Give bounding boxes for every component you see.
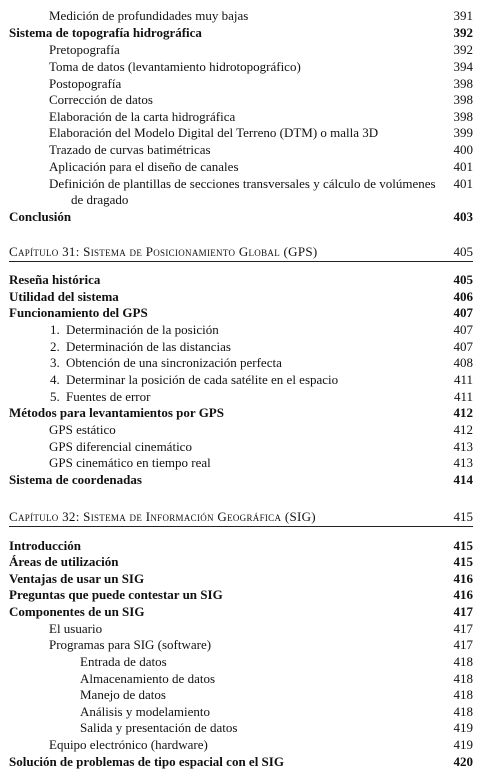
toc-entry: Toma de datos (levantamiento hidrotopográfico) 394 — [49, 59, 473, 74]
toc-subentry: Almacenamiento de datos 418 — [80, 671, 473, 686]
toc-heading: Sistema de coordenadas 414 — [9, 472, 473, 487]
toc-heading: Componentes de un SIG 417 — [9, 604, 473, 619]
toc-entry: Pretopografía 392 — [49, 42, 473, 57]
toc-entry: Trazado de curvas batimétricas 400 — [49, 142, 473, 157]
toc-entry: Elaboración de la carta hidrográfica 398 — [49, 109, 473, 124]
toc-numbered-entry: 1. Determinación de la posición 407 — [50, 322, 473, 337]
toc-entry: Corrección de datos 398 — [49, 92, 473, 107]
toc-entry: El usuario 417 — [49, 621, 473, 636]
toc-entry: Medición de profundidades muy bajas 391 — [49, 8, 473, 23]
toc-subentry: Entrada de datos 418 — [80, 654, 473, 669]
toc-numbered-entry: 5. Fuentes de error 411 — [50, 389, 473, 404]
toc-entry: GPS estático 412 — [49, 422, 473, 437]
toc-subentry: Manejo de datos 418 — [80, 687, 473, 702]
chapter-rule — [9, 526, 473, 527]
toc-subentry: Salida y presentación de datos 419 — [80, 720, 473, 735]
toc-subentry: Análisis y modelamiento 418 — [80, 704, 473, 719]
toc-entry: Equipo electrónico (hardware) 419 — [49, 737, 473, 752]
toc-heading: Ventajas de usar un SIG 416 — [9, 571, 473, 586]
toc-heading: Métodos para levantamientos por GPS 412 — [9, 405, 473, 420]
toc-entry: Elaboración del Modelo Digital del Terreno (DTM) o malla 3D 399 — [49, 125, 473, 140]
toc-heading: Solución de problemas de tipo espacial con el SIG 420 — [9, 754, 473, 769]
toc-heading: Conclusión 403 — [9, 209, 473, 224]
toc-numbered-entry: 3. Obtención de una sincronización perfecta 408 — [50, 355, 473, 370]
toc-entry: Aplicación para el diseño de canales 401 — [49, 159, 473, 174]
toc-entry: Programas para SIG (software) 417 — [49, 637, 473, 652]
toc-heading: Introducción 415 — [9, 538, 473, 553]
chapter-heading: Capítulo 32: Sistema de Información Geográfica (SIG) 415 — [9, 509, 473, 524]
toc-entry: Postopografía 398 — [49, 76, 473, 91]
toc-heading: Reseña histórica 405 — [9, 272, 473, 287]
toc-heading: Utilidad del sistema 406 — [9, 289, 473, 304]
toc-entry: Definición de plantillas de secciones transversales y cálculo de volúmenes de dragado 401 — [49, 176, 473, 207]
toc-numbered-entry: 4. Determinar la posición de cada satélite en el espacio 411 — [50, 372, 473, 387]
toc-entry: GPS diferencial cinemático 413 — [49, 439, 473, 454]
toc-entry: GPS cinemático en tiempo real 413 — [49, 455, 473, 470]
toc-heading: Funcionamiento del GPS 407 — [9, 305, 473, 320]
toc-heading: Preguntas que puede contestar un SIG 416 — [9, 587, 473, 602]
chapter-rule — [9, 261, 473, 262]
toc-heading: Áreas de utilización 415 — [9, 554, 473, 569]
chapter-heading: Capítulo 31: Sistema de Posicionamiento Global (GPS) 405 — [9, 244, 473, 259]
toc-heading: Sistema de topografía hidrográfica 392 — [9, 25, 473, 40]
toc-numbered-entry: 2. Determinación de las distancias 407 — [50, 339, 473, 354]
